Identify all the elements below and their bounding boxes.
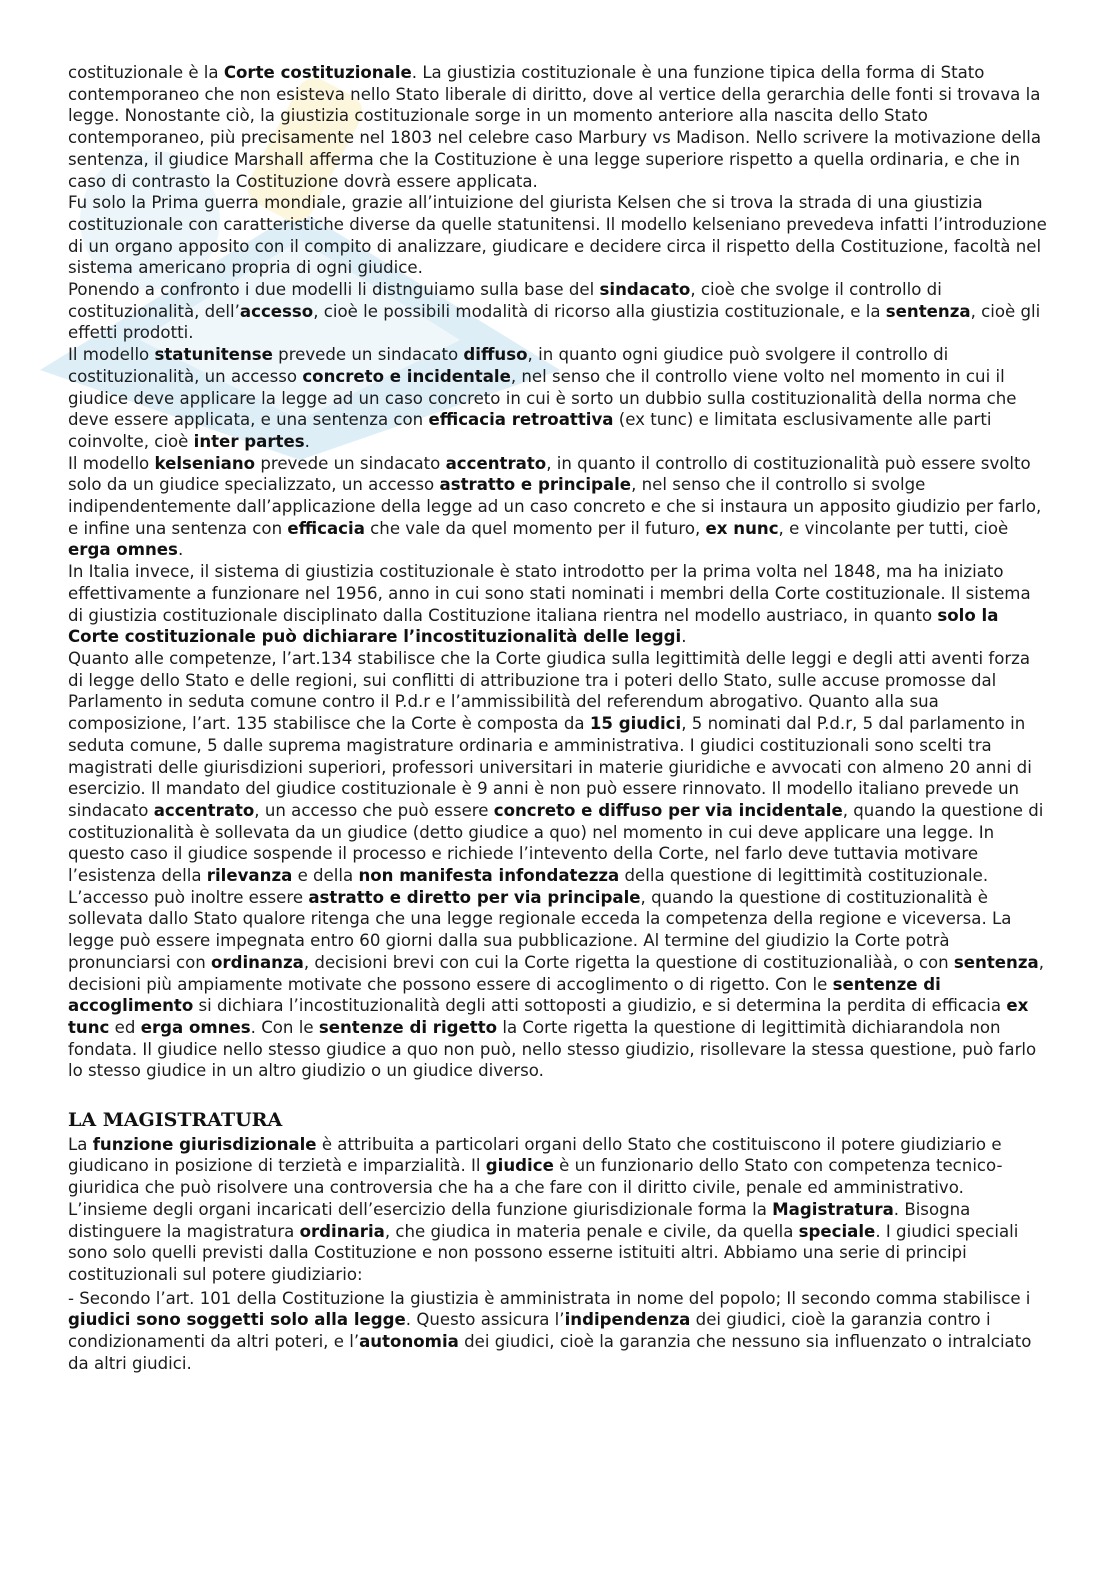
bold-term: speciale (798, 1221, 876, 1241)
text-run: , e vincolante per tutti, cioè (778, 518, 1009, 538)
text-run: - Secondo l’art. 101 della Costituzione la giustizia è amministrata in nome del popolo; Il secondo comma stabilisce i (68, 1288, 1031, 1308)
bold-term: sentenze di accoglimento (68, 974, 941, 1016)
bold-term: erga omnes (140, 1017, 251, 1037)
text-run: , cioè le possibili modalità di ricorso alla giustizia costituzionale, e la (313, 301, 886, 321)
bold-term: ex nunc (705, 518, 779, 538)
bold-term: sindacato (599, 280, 691, 300)
bold-term: funzione giurisdizionale (92, 1134, 317, 1154)
text-run: , in quanto ogni giudice può svolgere il controllo di costituzionalità, un accesso (68, 345, 949, 386)
bold-term: Magistratura (772, 1199, 894, 1219)
text-run: , cioè gli effetti prodotti. (68, 301, 1041, 343)
bold-term: ex tunc (68, 996, 1029, 1037)
text-run: , nel senso che il controllo si svolge indipendentemente dall’applicazione della legge ad un caso concreto e che si instaura un apposito giudizio per farlo, e infine una sentenza con (68, 475, 1042, 538)
bold-term: 15 giudici (589, 714, 682, 734)
document-body (68, 62, 1048, 1082)
text-run: la Corte rigetta la questione di legittimità dichiarandola non fondata. Il giudice nello stesso giudice a quo non può, nello stesso giudizio, risollevare la stessa questione, può farlo lo stesso giudice in un altro giudizio o un giudice diverso. (68, 1017, 1037, 1081)
paragraph (68, 453, 1048, 562)
bold-term: inter partes (193, 431, 305, 451)
text-run: ed (109, 1017, 141, 1037)
text-run: prevede un sindacato (255, 453, 446, 473)
text-run: . Con le (250, 1017, 319, 1037)
bold-term: accentrato (153, 800, 255, 820)
text-run: costituzionale è la (68, 63, 224, 82)
bold-term: accesso (239, 301, 314, 321)
text-run: , cioè che svolge il controllo di costituzionalità, dell’ (68, 280, 942, 321)
section-body (68, 1134, 1048, 1375)
text-run: si dichiara l’incostituzionalità degli atti sottoposti a giudizio, e si determina la perdita di efficacia (193, 996, 1007, 1016)
text-run: , un accesso che può essere (254, 800, 494, 820)
bold-term: solo la Corte costituzionale può dichiarare l’incostituzionalità delle leggi (68, 605, 999, 647)
bold-term: ordinanza (211, 952, 304, 972)
paragraph (68, 648, 1048, 1082)
text-run: è un funzionario dello Stato con competenza tecnico-giuridica che può risolvere una controversia che ha a che fare con il diritto civile, penale ed amministrativo. L’insieme degli organi incaricati dell’esercizio della funzione giurisdizionale forma la (68, 1156, 1003, 1219)
text-run: . Bisogna distinguere la magistratura (68, 1199, 971, 1241)
bold-term: sentenza (953, 952, 1039, 972)
text-run: Ponendo a confronto i due modelli li distnguiamo sulla base del (68, 280, 600, 300)
paragraph (68, 62, 1048, 192)
text-run: , 5 nominati dal P.d.r, 5 dal parlamento in seduta comune, 5 dalle suprema magistrature ordinaria e amministrativa. I giudici costituzionali sono scelti tra magistrati delle giurisdizioni superiori, professori universitari in materie giuridiche e avvocati con almeno 20 anni di esercizio. Il mandato del giudice costituzionale è 9 anni è non può essere rinnovato. Il modello italiano prevede un sindacato (68, 714, 1032, 820)
text-run: della questione di legittimità costituzionale. L’accesso può inoltre essere (68, 866, 989, 907)
text-run: Quanto alle competenze, l’art.134 stabilisce che la Corte giudica sulla legittimità delle leggi e degli atti aventi forza di legge dello Stato e delle regioni, sui conflitti di attribuzione tra i poteri dello Stato, sulle accuse promosse dal Parlamento in seduta comune contro il P.d.r e l’ammissibilità del referendum abrogativo. Quanto alla sua composizione, l’art. 135 stabilisce che la Corte è composta da (68, 648, 1031, 734)
text-run: Il modello (68, 453, 155, 473)
text-run: . (177, 540, 184, 560)
bold-term: sentenza (885, 301, 971, 321)
text-run: è attribuita a particolari organi dello Stato che costituiscono il potere giudiziario e giudicano in posizione di terzietà e imparzialità. Il (68, 1134, 1002, 1176)
bold-term: accentrato (445, 453, 547, 473)
bold-term: statunitense (154, 345, 273, 365)
text-run: , quando la questione di costituzionalità è sollevata dallo Stato qualore ritenga che una legge regionale ecceda la competenza della regione e viceversa. La legge può essere impegnata entro 60 giorni dalla sua pubblicazione. Al termine del giudizio la Corte potrà pronunciarsi con (68, 887, 1012, 972)
paragraph (68, 344, 1048, 453)
bold-term: efficacia (287, 518, 365, 538)
paragraph (68, 1134, 1048, 1286)
bold-term: concreto e diffuso per via incidentale (493, 800, 843, 820)
text-run: , decisioni più ampiamente motivate che possono essere di accoglimento o di rigetto. Con le (68, 952, 1044, 994)
text-run: . (681, 627, 687, 647)
paragraph (68, 192, 1048, 279)
bold-term: indipendenza (564, 1310, 691, 1330)
bold-term: Corte costituzionale (223, 63, 412, 82)
text-run: prevede un sindacato (272, 345, 464, 365)
bold-term: giudice (485, 1156, 554, 1176)
text-run: , nel senso che il controllo viene volto nel momento in cui il giudice deve applicare la legge ad un caso concreto in cui è sorto un dubbio sulla costituzionalità della norma che deve essere applicata, e una sentenza con (68, 366, 1017, 430)
text-run: Il modello (68, 345, 155, 365)
text-run: (ex tunc) e limitata esclusivamente alle parti coinvolte, cioè (68, 410, 992, 451)
text-run: , quando la questione di costituzionalità è sollevata da un giudice (detto giudice a quo) nel momento in cui deve applicare una legge. In questo caso il giudice sospende il processo e richiede l’intevento della Corte, nel farlo deve tuttavia motivare l’esistenza della (68, 800, 1044, 886)
text-run: . Questo assicura l’ (405, 1310, 565, 1330)
bold-term: erga omnes (68, 540, 178, 560)
text-run: e della (292, 866, 359, 886)
text-run: Fu solo la Prima guerra mondiale, grazie all’intuizione del giurista Kelsen che si trova la strada di una giustizia costituzionale con caratteristiche diverse da quelle statunitensi. Il modello kelseniano prevedeva infatti l’introduzione di un organo apposito con il compito di analizzare, giudicare e decidere circa il rispetto della Costituzione, facoltà nel sistema americano propria di ogni giudice. (68, 193, 1047, 278)
bold-term: concreto e incidentale (302, 366, 511, 386)
paragraph (68, 279, 1048, 344)
paragraph (68, 561, 1048, 648)
bold-term: giudici sono soggetti solo alla legge (68, 1310, 406, 1330)
section-heading: LA MAGISTRATURA (68, 1109, 283, 1132)
bold-term: rilevanza (206, 866, 293, 886)
bold-term: astratto e diretto per via principale (308, 887, 641, 907)
text-run: . I giudici speciali sono solo quelli previsti dalla Costituzione e non possono esserne istituiti altri. Abbiamo una serie di principi costituzionali sul potere giudiziario: (68, 1221, 1019, 1284)
text-run: che vale da quel momento per il futuro, (364, 518, 706, 538)
text-run: , decisioni brevi con cui la Corte rigetta la questione di costituzionaliàà, o con (303, 952, 954, 972)
text-run: dei giudici, cioè la garanzia contro i condizionamenti da altri poteri, e l’ (68, 1310, 991, 1352)
text-run: La (68, 1134, 93, 1154)
text-run: In Italia invece, il sistema di giustizia costituzionale è stato introdotto per la prima volta nel 1848, ma ha iniziato effettivamente a funzionare nel 1956, anno in cui sono stati nominati i membri della Corte costituzionale. Il sistema di giustizia costituzionale disciplinato dalla Costituzione italiana rientra nel modello austriaco, in quanto (68, 562, 1031, 625)
paragraph (68, 1288, 1048, 1375)
text-run: . (304, 431, 310, 451)
text-run: , in quanto il controllo di costituzionalità può essere svolto solo da un giudice specializzato, un accesso (68, 453, 1031, 495)
text-run: dei giudici, cioè la garanzia che nessuno sia influenzato o intralciato da altri giudici. (68, 1332, 1032, 1373)
bold-term: ordinaria (299, 1221, 385, 1241)
bold-term: autonomia (359, 1332, 459, 1352)
bold-term: diffuso (463, 345, 528, 365)
bold-term: kelseniano (154, 453, 256, 473)
bold-term: sentenze di rigetto (318, 1017, 498, 1037)
bold-term: efficacia retroattiva (428, 410, 614, 430)
text-run: , che giudica in materia penale e civile, da quella (384, 1221, 799, 1241)
text-run: . La giustizia costituzionale è una funzione tipica della forma di Stato contemporaneo che non esisteva nello Stato liberale di diritto, dove al vertice della gerarchia delle fonti si trovava la legge. Nonostante ciò, la giustizia costituzionale sorge in un momento anteriore alla nascita dello Stato contemporaneo, più precisamente nel 1803 nel celebre caso Marbury vs Madison. Nello scrivere la motivazione della sentenza, il giudice Marshall afferma che la Costituzione è una legge superiore rispetto a quella ordinaria, e che in caso di contrasto la Costituzione dovrà essere applicata. (68, 63, 1042, 191)
bold-term: non manifesta infondatezza (358, 866, 620, 886)
document-page (68, 62, 1048, 1374)
bold-term: astratto e principale (439, 475, 632, 495)
